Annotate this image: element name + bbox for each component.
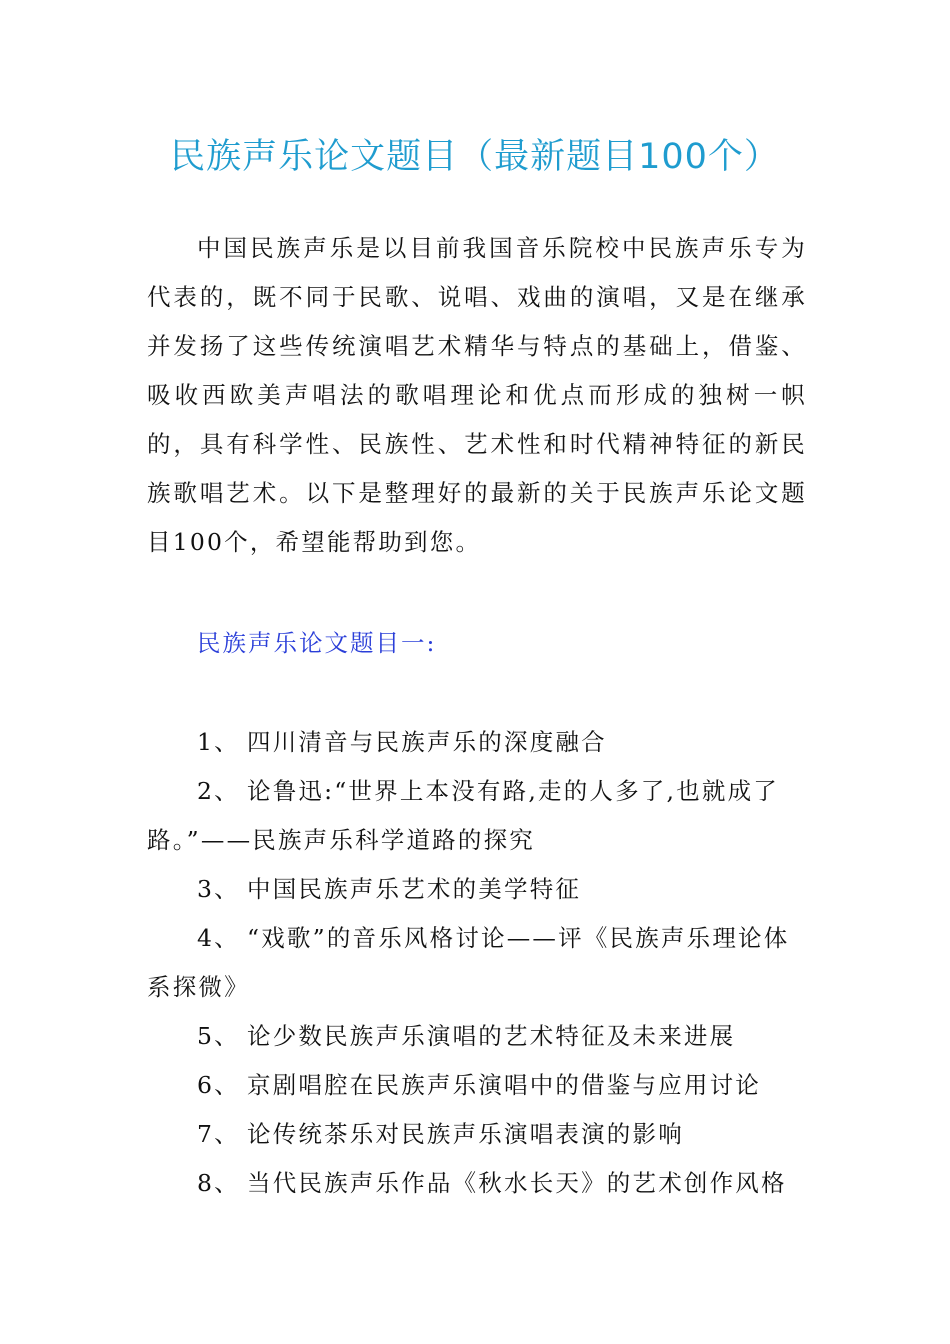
topic-list — [147, 718, 807, 1208]
list-item-text: 论鲁迅:“世界上本没有路,走的人多了,也就成了路。”——民族声乐科学道路的探究 — [147, 777, 779, 854]
list-item-number: 5、 — [197, 1022, 240, 1050]
list-item-number: 4、 — [197, 924, 240, 952]
list-item-number: 8、 — [197, 1169, 240, 1197]
list-item — [147, 718, 807, 767]
list-item-text: 四川清音与民族声乐的深度融合 — [247, 728, 607, 756]
list-item — [147, 1012, 807, 1061]
list-item — [147, 914, 807, 1012]
list-item-text: 京剧唱腔在民族声乐演唱中的借鉴与应用讨论 — [247, 1071, 761, 1099]
list-item — [147, 865, 807, 914]
list-item — [147, 767, 807, 865]
list-item-number: 3、 — [197, 875, 240, 903]
intro-paragraph: 中国民族声乐是以目前我国音乐院校中民族声乐专为代表的，既不同于民歌、说唱、戏曲的演唱，又是在继承并发扬了这些传统演唱艺术精华与特点的基础上，借鉴、吸收西欧美声唱法的歌唱理论和优点而形成的独树一帜的，具有科学性、民族性、艺术性和时代精神特征的新民族歌唱艺术。以下是整理好的最新的关于民族声乐论文题目100个，希望能帮助到您。 — [147, 234, 807, 556]
list-item-text: “戏歌”的音乐风格讨论——评《民族声乐理论体系探微》 — [147, 924, 790, 1001]
list-item-number: 7、 — [197, 1120, 240, 1148]
section-heading: 民族声乐论文题目一: — [197, 629, 437, 657]
list-item-text: 论少数民族声乐演唱的艺术特征及未来进展 — [247, 1022, 736, 1050]
list-item-number: 6、 — [197, 1071, 240, 1099]
list-item-text: 论传统茶乐对民族声乐演唱表演的影响 — [247, 1120, 684, 1148]
list-item-text: 当代民族声乐作品《秋水长天》的艺术创作风格 — [247, 1169, 787, 1197]
list-item — [147, 1061, 807, 1110]
document-title: 民族声乐论文题目（最新题目100个） — [170, 137, 780, 177]
list-item-number: 1、 — [197, 728, 240, 756]
list-item — [147, 1159, 807, 1208]
list-item — [147, 1110, 807, 1159]
list-item-number: 2、 — [197, 777, 240, 805]
list-item-text: 中国民族声乐艺术的美学特征 — [247, 875, 582, 903]
